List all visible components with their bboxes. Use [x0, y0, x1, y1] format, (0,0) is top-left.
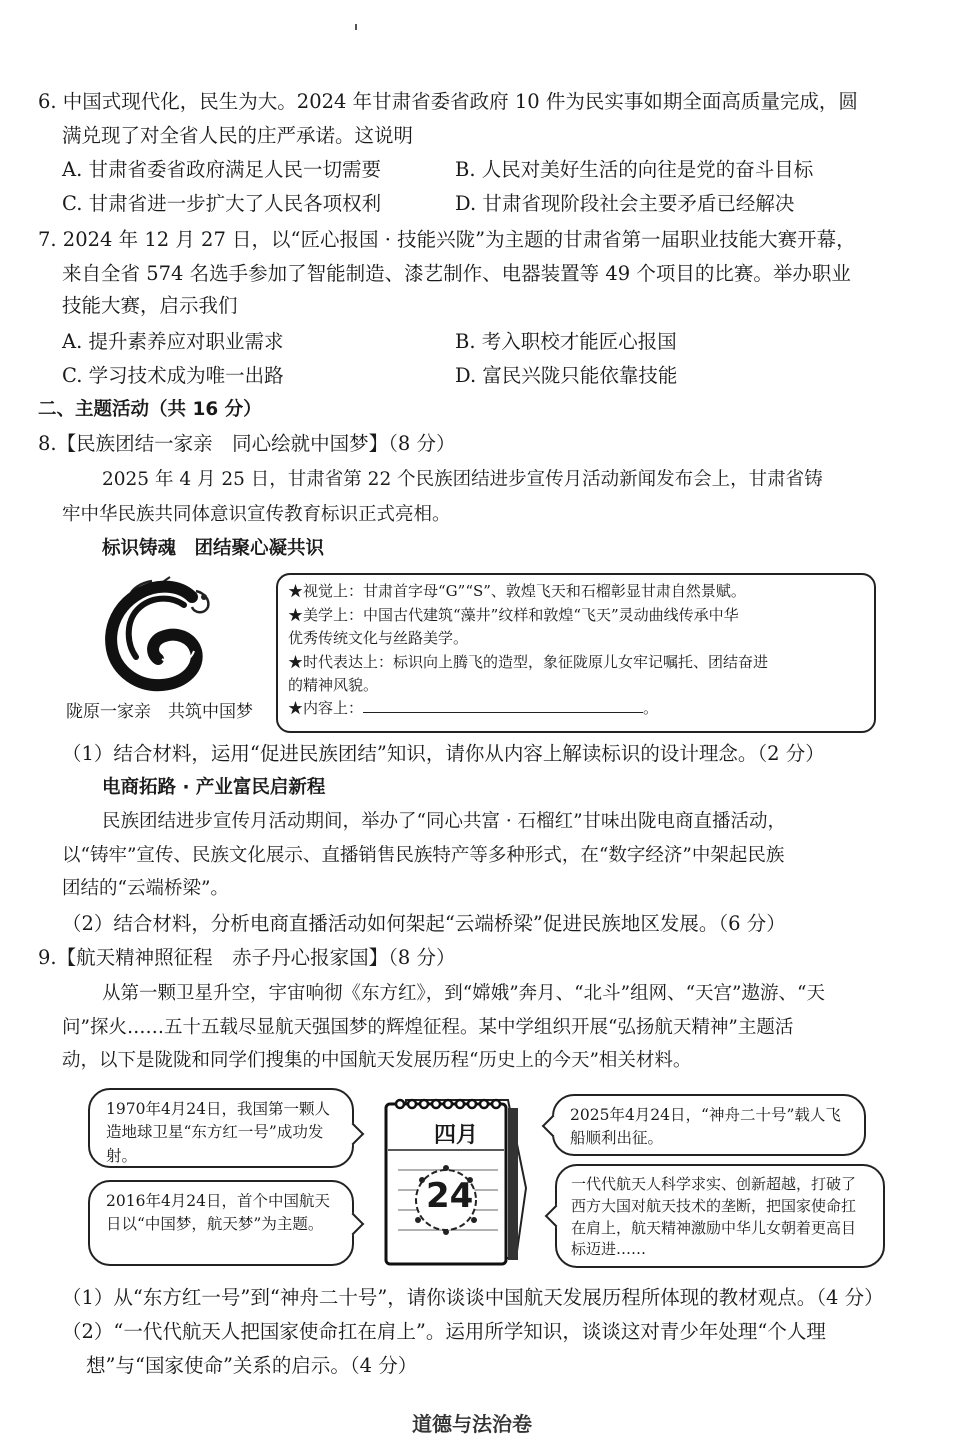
bubble-tail — [542, 1115, 565, 1138]
q8-title: 8.【民族团结一家亲 同心绘就中国梦】（8 分） — [38, 432, 456, 455]
scan-speck — [355, 24, 357, 30]
box-content-end: 。 — [643, 699, 659, 717]
box-era-line2: 的精神风貌。 — [288, 676, 379, 694]
speech-bubble-2025 — [552, 1094, 866, 1156]
q7-option-a: A. 提升素养应对职业需求 — [62, 330, 284, 353]
q9-sub-question-1: （1）从“东方红一号”到“神舟二十号”，请你谈谈中国航天发展历程所体现的教材观点。（4 分） — [62, 1286, 884, 1309]
calendar-month: 四月 — [434, 1123, 479, 1148]
q9-title: 9.【航天精神照征程 赤子丹心报家国】（8 分） — [38, 946, 456, 969]
q8-para2-line1: 民族团结进步宣传月活动期间，举办了“同心共富 · 石榴红”甘味出陇电商直播活动， — [102, 811, 787, 832]
bubble-2016-text: 2016年4月24日，首个中国航天日以“中国梦，航天梦”为主题。 — [106, 1192, 331, 1234]
box-content-label: ★内容上： — [288, 699, 364, 717]
q8-subtitle-1: 标识铸魂 团结聚心凝共识 — [102, 538, 325, 559]
bubble-2025-text: 2025年4月24日，“神舟二十号”载人飞船顺利出征。 — [570, 1106, 841, 1148]
speech-bubble-1970 — [88, 1088, 354, 1168]
q9-sub-question-2-line2: 想”与“国家使命”关系的启示。（4 分） — [86, 1354, 418, 1377]
design-description-box — [276, 573, 876, 733]
answer-blank[interactable] — [363, 698, 643, 713]
bubble-tail — [342, 1213, 365, 1236]
bubble-tail — [545, 1205, 568, 1228]
q9-intro-line3: 动，以下是陇陇和同学们搜集的中国航天发展历程“历史上的今天”相关材料。 — [62, 1050, 692, 1071]
bubble-spirit-text: 一代代航天人科学求实、创新超越，打破了西方大国对航天技术的垄断，把国家使命扛在肩上，航天精神激励中华儿女朝着更高目标迈进…… — [571, 1175, 857, 1259]
q7-stem-line1: 7. 2024 年 12 月 27 日，以“匠心报国 · 技能兴陇”为主题的甘肃省第一届职业技能大赛开幕， — [38, 228, 856, 251]
q7-option-d: D. 富民兴陇只能依靠技能 — [455, 364, 678, 387]
q9-intro-line2: 问”探火……五十五载尽显航天强国梦的辉煌征程。某中学组织开展“弘扬航天精神”主题活 — [62, 1017, 794, 1038]
box-content-line — [288, 698, 658, 720]
page-footer: 道德与法治卷 — [412, 1412, 532, 1436]
q6-stem-line1: 6. 中国式现代化，民生为大。2024 年甘肃省委省政府 10 件为民实事如期全面高质量完成，圆 — [38, 90, 858, 113]
q8-sub-question-1: （1）结合材料，运用“促进民族团结”知识，请你从内容上解读标识的设计理念。（2 分） — [62, 742, 825, 765]
q8-intro-line1: 2025 年 4 月 25 日，甘肃省第 22 个民族团结进步宣传月活动新闻发布会上，甘肃省铸 — [102, 469, 823, 490]
bubble-tail — [342, 1123, 365, 1146]
box-visual-line: ★视觉上：甘肃首字母“G”“S”、敦煌飞天和石榴彰显甘肃自然景赋。 — [288, 582, 746, 600]
q7-option-b: B. 考入职校才能匠心报国 — [455, 330, 677, 353]
q6-option-b: B. 人民对美好生活的向往是党的奋斗目标 — [455, 158, 814, 181]
q6-option-d: D. 甘肃省现阶段社会主要矛盾已经解决 — [455, 192, 795, 215]
q7-option-c: C. 学习技术成为唯一出路 — [62, 364, 284, 387]
q8-para2-line3: 团结的“云端桥梁”。 — [62, 878, 229, 899]
logo-caption: 陇原一家亲 共筑中国梦 — [66, 702, 253, 722]
section-title: 二、主题活动（共 16 分） — [38, 399, 262, 420]
bubble-1970-text: 1970年4月24日，我国第一颗人造地球卫星“东方红一号”成功发射。 — [106, 1100, 331, 1165]
q8-intro-line2: 牢中华民族共同体意识宣传教育标识正式亮相。 — [62, 504, 451, 525]
q7-stem-line3: 技能大赛，启示我们 — [62, 294, 238, 317]
q8-subtitle-2: 电商拓路 · 产业富民启新程 — [102, 777, 326, 798]
box-era-line: ★时代表达上：标识向上腾飞的造型，象征陇原儿女牢记嘱托、团结奋进 — [288, 653, 769, 671]
box-aesthetic-line: ★美学上：中国古代建筑“藻井”纹样和敦煌“飞天”灵动曲线传承中华 — [288, 606, 739, 624]
calendar-day: 24 — [426, 1176, 474, 1216]
q8-sub-question-2: （2）结合材料，分析电商直播活动如何架起“云端桥梁”促进民族地区发展。（6 分） — [62, 912, 786, 935]
q9-intro-line1: 从第一颗卫星升空，宇宙响彻《东方红》，到“嫦娥”奔月、“北斗”组网、“天宫”遨游、“天 — [102, 983, 825, 1004]
q6-option-c: C. 甘肃省进一步扩大了人民各项权利 — [62, 192, 382, 215]
q6-option-a: A. 甘肃省委省政府满足人民一切需要 — [62, 158, 381, 181]
q6-stem-line2: 满兑现了对全省人民的庄严承诺。这说明 — [62, 124, 414, 147]
q8-para2-line2: 以“铸牢”宣传、民族文化展示、直播销售民族特产等多种形式，在“数字经济”中架起民族 — [62, 845, 785, 866]
q7-stem-line2: 来自全省 574 名选手参加了智能制造、漆艺制作、电器装置等 49 个项目的比赛。举办职业 — [62, 262, 851, 285]
box-aesthetic-line2: 优秀传统文化与丝路美学。 — [288, 629, 469, 647]
q9-sub-question-2-line1: （2）“一代代航天人把国家使命扛在肩上”。运用所学知识，谈谈这对青少年处理“个人理 — [62, 1320, 826, 1343]
speech-bubble-2016 — [88, 1180, 354, 1266]
unity-logo-image — [100, 575, 222, 695]
speech-bubble-spirit — [555, 1164, 885, 1268]
